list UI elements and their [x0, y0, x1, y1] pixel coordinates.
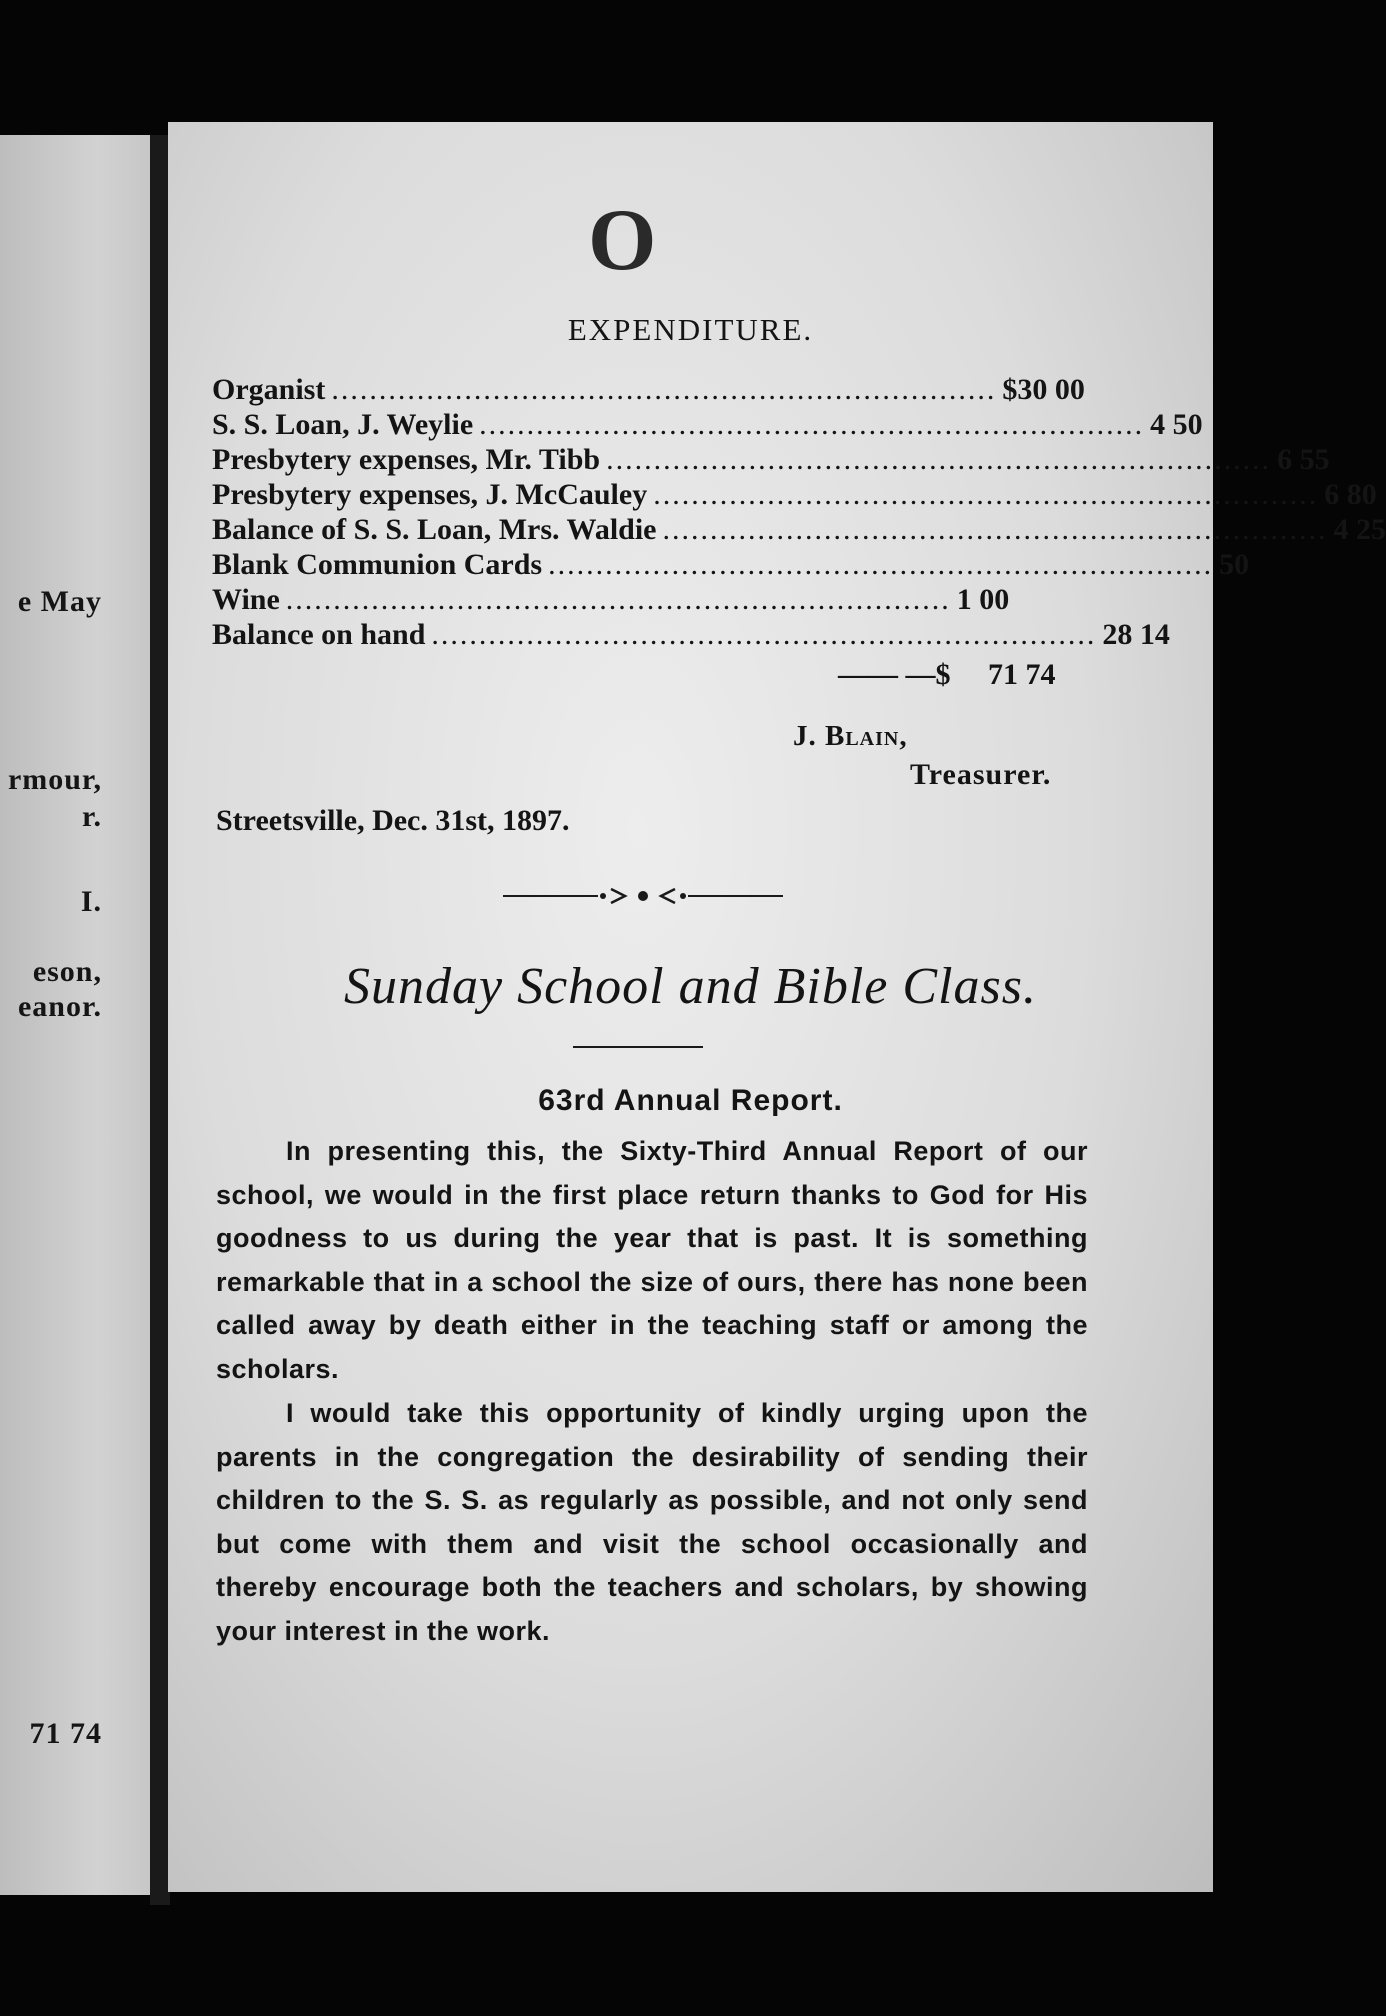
dot-leader: ......................................................................	[606, 443, 1272, 476]
expenditure-amount: 4 25	[1333, 513, 1386, 546]
page-gutter	[150, 135, 170, 1905]
section-title: Sunday School and Bible Class.	[344, 958, 1037, 1015]
expenditure-amount: 28 14	[1102, 618, 1170, 651]
expenditure-row	[212, 442, 1330, 477]
expenditure-amount: $30 00	[1002, 373, 1085, 406]
expenditure-amount: 1 00	[956, 583, 1010, 616]
expenditure-label: Organist	[212, 373, 326, 406]
expenditure-label: Blank Communion Cards	[212, 548, 543, 581]
document-page	[168, 122, 1386, 1892]
page-mark: O	[588, 192, 657, 289]
expenditure-label: Balance of S. S. Loan, Mrs. Waldie	[212, 513, 657, 546]
left-fragment-1: e May	[17, 585, 102, 618]
expenditure-amount: 4 50	[1150, 408, 1203, 441]
expenditure-row	[212, 407, 1203, 442]
expenditure-amount: 6 80	[1324, 478, 1377, 511]
ornamental-divider	[503, 884, 783, 908]
expenditure-label: Presbytery expenses, Mr. Tibb	[212, 443, 601, 476]
dot-leader: ......................................................................	[479, 408, 1145, 441]
expenditure-total	[168, 658, 1213, 693]
expenditure-row	[212, 372, 1085, 407]
expenditure-label: Wine	[212, 583, 280, 616]
treasurer-title: Treasurer.	[910, 758, 1052, 791]
expenditure-row	[212, 582, 1010, 617]
dot-leader: ......................................................................	[653, 478, 1319, 511]
report-paragraph: I would take this opportunity of kindly urging upon the parents in the congregation the desirability of sending their children to the S. S. as regularly as possible, and not only send but come with them and visit the school occasionally and thereby encourage both the teachers and scholars, by showing your interest in the work.	[216, 1398, 1088, 1646]
expenditure-row	[212, 617, 1170, 652]
dot-leader: ......................................................................	[431, 618, 1097, 651]
expenditure-row	[212, 477, 1377, 512]
left-fragment-3: r.	[81, 800, 102, 833]
report-paragraph: In presenting this, the Sixty-Third Annual Report of our school, we would in the first place return thanks to God for His goodness to us during the year that is past. It is something remarkable that in a school the size of ours, there has none been called away by death either in the teaching staff or among the scholars.	[216, 1136, 1088, 1384]
expenditure-amount: 6 55	[1277, 443, 1330, 476]
section-rule	[573, 1046, 703, 1048]
dot-leader: ......................................................................	[285, 583, 951, 616]
place-date: Streetsville, Dec. 31st, 1897.	[216, 804, 570, 837]
total-value: 71 74	[988, 658, 1056, 691]
expenditure-label: Presbytery expenses, J. McCauley	[212, 478, 648, 511]
report-title: 63rd Annual Report.	[538, 1084, 843, 1117]
expenditure-table	[212, 372, 1386, 652]
expenditure-label: Balance on hand	[212, 618, 426, 651]
total-dashes: —— —$	[838, 658, 951, 691]
dot-leader: ......................................................................	[331, 373, 997, 406]
left-fragment-4: I.	[80, 885, 102, 918]
expenditure-row	[212, 547, 1250, 582]
left-fragment-5: eson,	[32, 955, 102, 988]
left-fragment-6: eanor.	[17, 990, 102, 1023]
expenditure-label: S. S. Loan, J. Weylie	[212, 408, 474, 441]
left-page-fragment	[0, 135, 162, 1895]
left-fragment-7: 71 74	[29, 1717, 102, 1750]
dot-leader: ......................................................................	[662, 513, 1328, 546]
left-fragment-2: rmour,	[7, 763, 102, 796]
expenditure-amount: 50	[1219, 548, 1250, 581]
expenditure-row	[212, 512, 1386, 547]
expenditure-heading: EXPENDITURE.	[567, 312, 814, 347]
treasurer-name: J. Blain,	[793, 720, 908, 752]
dot-leader: ......................................................................	[548, 548, 1214, 581]
